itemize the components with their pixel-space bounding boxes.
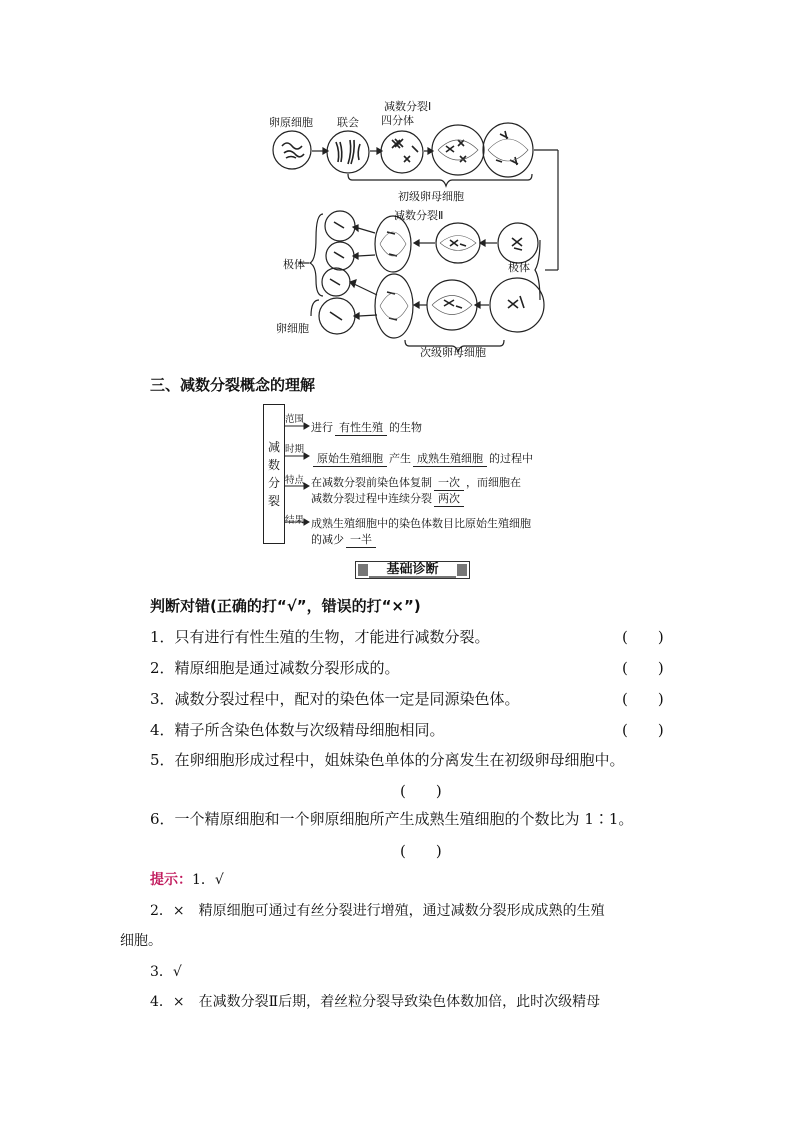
- concept-row-feature-2: [311, 490, 466, 507]
- polar-body-label-right: 极体: [508, 261, 530, 274]
- side-label-char: 裂: [267, 494, 280, 508]
- blank-answer: 两次: [434, 490, 464, 507]
- tag-result: 结果: [285, 515, 305, 526]
- blank-answer: 一半: [346, 531, 376, 548]
- question-3: 3．减数分裂过程中，配对的染色体一定是同源染色体。: [150, 690, 520, 708]
- text: 的减少: [311, 533, 344, 546]
- tag-feature: 特点: [285, 475, 305, 486]
- concept-row-result-2: [311, 531, 378, 548]
- question-1: 1．只有进行有性生殖的生物，才能进行减数分裂。: [150, 628, 490, 646]
- text: 的过程中: [489, 452, 533, 465]
- answer-paren-3[interactable]: ( ): [622, 690, 664, 708]
- text: 产生: [389, 452, 411, 465]
- concept-row-result-1: 成熟生殖细胞中的染色体数目比原始生殖细胞: [311, 517, 531, 530]
- section3-title: 三、减数分裂概念的理解: [150, 376, 316, 394]
- answer-paren-2[interactable]: ( ): [622, 659, 664, 677]
- answer-paren-4[interactable]: ( ): [622, 721, 664, 739]
- answer-paren-6[interactable]: ( ): [400, 842, 442, 860]
- secondary-oocyte-label: 次级卵母细胞: [420, 346, 486, 359]
- tip-line-2a: 2．× 精原细胞可通过有丝分裂进行增殖，通过减数分裂形成成熟的生殖: [150, 903, 605, 919]
- blank-answer: 原始生殖细胞: [313, 450, 387, 467]
- question-5: 5．在卵细胞形成过程中，姐妹染色单体的分离发生在初级卵母细胞中。: [150, 751, 625, 769]
- concept-row-period: [311, 450, 533, 467]
- text: 减数分裂过程中连续分裂: [311, 492, 432, 505]
- side-label-char: 减: [267, 440, 280, 454]
- blank-answer: 一次: [434, 474, 464, 491]
- polar-body-label-left: 极体: [283, 258, 305, 271]
- section-banner: [355, 561, 470, 579]
- question-2: 2．精原细胞是通过减数分裂形成的。: [150, 659, 400, 677]
- banner-text: 基础诊断: [386, 562, 439, 577]
- tip-text: 1．√: [192, 872, 224, 888]
- text: ，而细胞在: [466, 476, 521, 489]
- blank-answer: 成熟生殖细胞: [413, 450, 487, 467]
- tag-period: 时期: [285, 444, 305, 455]
- blank-answer: 有性生殖: [335, 419, 387, 436]
- judge-instruction: 判断对错(正确的打“√”，错误的打“×”): [150, 597, 421, 615]
- synapsis-label: 联会: [337, 116, 359, 129]
- tip-line-2b: 细胞。: [120, 933, 162, 949]
- answer-paren-1[interactable]: ( ): [622, 628, 664, 646]
- tip-label: 提示：: [150, 872, 192, 888]
- question-4: 4．精子所含染色体数与次级精母细胞相同。: [150, 721, 445, 739]
- meiosis1-label: 减数分裂Ⅰ: [384, 100, 432, 113]
- meiosis2-label: 减数分裂Ⅱ: [394, 209, 444, 222]
- concept-row-scope: [311, 419, 422, 436]
- text: 的生物: [389, 421, 422, 434]
- text: 进行: [311, 421, 333, 434]
- side-label-char: 分: [267, 476, 280, 490]
- concept-row-feature-1: [311, 474, 521, 491]
- tip-line-1: [150, 869, 224, 889]
- text: 在减数分裂前染色体复制: [311, 476, 432, 489]
- tip-line-3: 3．√: [150, 964, 182, 980]
- egg-label: 卵细胞: [276, 322, 309, 335]
- tip-line-4: 4．× 在减数分裂Ⅱ后期，着丝粒分裂导致染色体数加倍，此时次级精母: [150, 994, 601, 1010]
- tetrad-label: 四分体: [381, 114, 414, 127]
- oogonium-label: 卵原细胞: [269, 116, 313, 129]
- side-label-char: 数: [267, 458, 280, 472]
- answer-paren-5[interactable]: ( ): [400, 782, 442, 800]
- question-6: 6．一个精原细胞和一个卵原细胞所产生成熟生殖细胞的个数比为 1∶1。: [150, 810, 634, 828]
- primary-oocyte-label: 初级卵母细胞: [398, 190, 464, 203]
- tag-scope: 范围: [285, 414, 305, 425]
